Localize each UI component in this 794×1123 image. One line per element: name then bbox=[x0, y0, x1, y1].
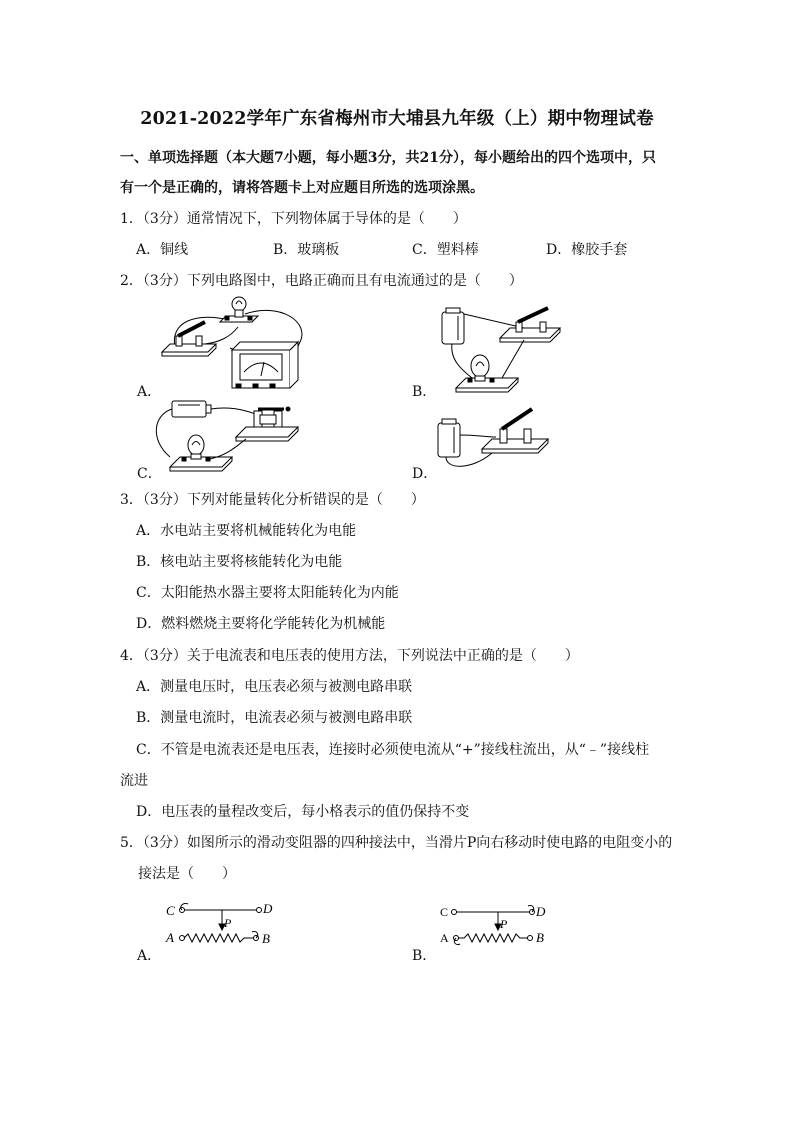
q5b-terminal-p: P bbox=[500, 917, 508, 931]
q3-option-a: A．水电站主要将机械能转化为电能 bbox=[136, 523, 357, 539]
q5-label-b: B． bbox=[412, 948, 437, 964]
q2-label-a: A． bbox=[137, 384, 162, 400]
q2-label-c: C． bbox=[137, 466, 162, 482]
q2-stem: 2．（3分）下列电路图中，电路正确而且有电流通过的是（ ） bbox=[120, 273, 523, 289]
q2-label-b: B． bbox=[412, 384, 437, 400]
q3-stem: 3．（3分）下列对能量转化分析错误的是（ ） bbox=[120, 492, 425, 508]
q2-label-d: D． bbox=[412, 466, 438, 482]
q5b-terminal-a: A bbox=[440, 931, 449, 945]
q3-option-c: C．太阳能热水器主要将太阳能转化为内能 bbox=[136, 585, 399, 601]
q5b-terminal-c: C bbox=[440, 905, 449, 919]
q5b-terminal-d: D bbox=[536, 904, 546, 919]
q1-option-c: C．塑料棒 bbox=[412, 242, 479, 258]
q5a-terminal-d: D bbox=[263, 901, 273, 916]
q2-figure-a bbox=[150, 292, 320, 392]
q2-figure-b bbox=[432, 300, 567, 395]
q4-stem: 4．（3分）关于电流表和电压表的使用方法，下列说法中正确的是（ ） bbox=[120, 648, 579, 664]
q4-option-a: A．测量电压时，电压表必须与被测电路串联 bbox=[136, 679, 413, 695]
q5b-terminal-b: B bbox=[536, 930, 544, 945]
q4-option-c: C．不管是电流表还是电压表，连接时必须使电流从“+”接线柱流出，从“﹣”接线柱 bbox=[136, 742, 650, 758]
q5-label-a: A． bbox=[137, 948, 162, 964]
q5a-terminal-c: C bbox=[166, 903, 175, 918]
q5-figure-b bbox=[436, 896, 556, 952]
q4-option-d: D．电压表的量程改变后，每小格表示的值仍保持不变 bbox=[136, 804, 470, 820]
q2-figure-c bbox=[148, 395, 308, 480]
q1-option-b: B．玻璃板 bbox=[273, 242, 340, 258]
q3-option-b: B．核电站主要将核能转化为电能 bbox=[136, 554, 343, 570]
q1-option-a: A．铜线 bbox=[136, 242, 189, 258]
q3-option-d: D．燃料燃烧主要将化学能转化为机械能 bbox=[136, 616, 386, 632]
q4-option-b: B．测量电流时，电流表必须与被测电路串联 bbox=[136, 710, 413, 726]
section-heading-line2: 有一个是正确的，请将答题卡上对应题目所选的选项涂黑。 bbox=[120, 180, 484, 196]
q2-figure-d bbox=[432, 395, 562, 475]
q5-figure-a bbox=[160, 896, 280, 952]
q4-option-c-continued: 流进 bbox=[120, 773, 148, 789]
q1-option-d: D．橡胶手套 bbox=[546, 242, 628, 258]
q1-stem: 1．（3分）通常情况下，下列物体属于导体的是（ ） bbox=[120, 211, 467, 227]
q5a-terminal-p: P bbox=[224, 916, 232, 930]
q5-stem-line2: 接法是（ ） bbox=[138, 866, 236, 882]
q5-stem-line1: 5．（3分）如图所示的滑动变阻器的四种接法中，当滑片P向右移动时使电路的电阻变小的 bbox=[120, 835, 673, 851]
q5a-terminal-b: B bbox=[262, 931, 270, 946]
page-title: 2021-2022学年广东省梅州市大埔县九年级（上）期中物理试卷 bbox=[140, 109, 654, 129]
q5a-terminal-a: A bbox=[166, 930, 174, 945]
section-heading-line1: 一、单项选择题（本大题7小题，每小题3分，共21分），每小题给出的四个选项中，只 bbox=[120, 150, 656, 166]
